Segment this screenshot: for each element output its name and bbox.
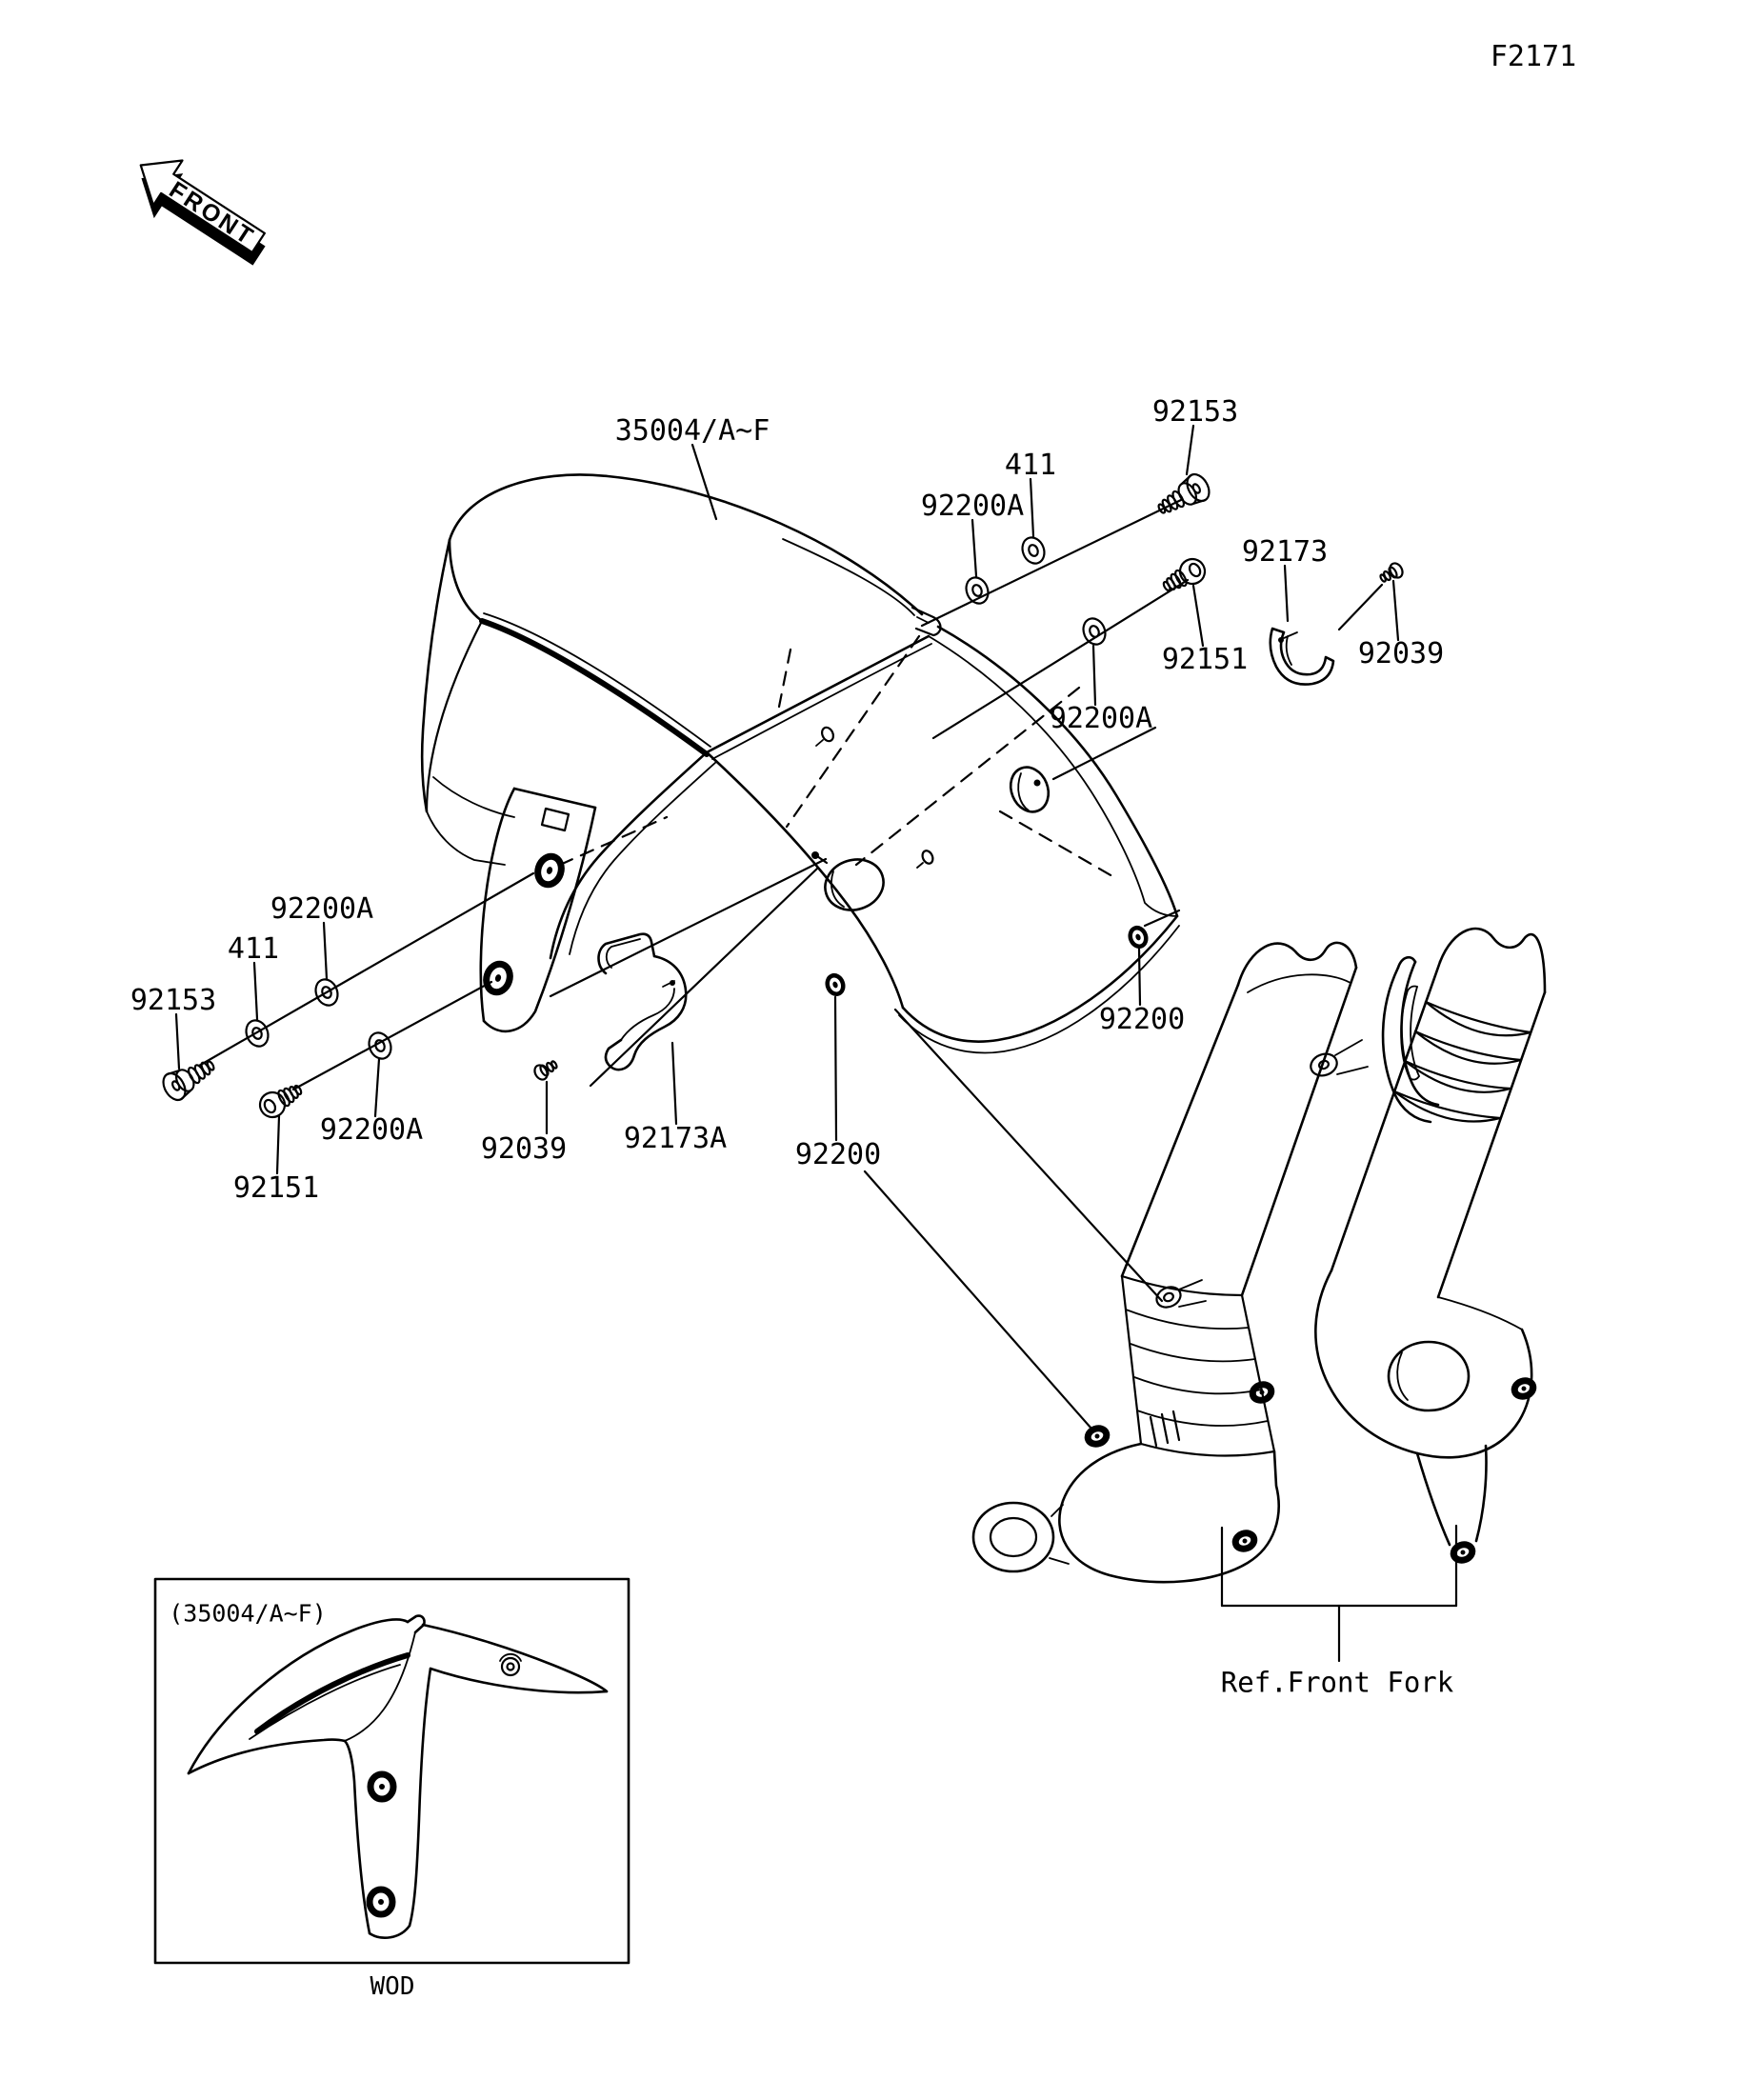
fender-bracket-arm [481,789,595,1031]
screw-92039-right-icon [1377,561,1405,586]
nut-92200-right-icon [1128,926,1149,949]
inset-box [155,1579,629,1963]
screw-92151-left-icon [255,1078,306,1122]
part-label-screw-92151-right: 92151 [1161,643,1249,676]
part-label-clamp-92173: 92173 [1241,535,1329,569]
fender-right-grommet [1004,762,1054,818]
bracket-grommet-upper [534,853,565,888]
part-label-washer-411-left: 411 [227,932,280,966]
leader-lines [176,426,1398,1173]
part-label-screw-92039-mid: 92039 [480,1132,568,1166]
clamp-92173-drawing [1271,629,1333,685]
screw-92151-right-icon [1158,554,1209,598]
part-label-screw-92151-left: 92151 [232,1171,320,1205]
part-label-washer-92200a-left: 92200A [270,892,374,926]
part-label-nut-92200-mid: 92200 [794,1138,882,1171]
part-label-washer-92200a-mid: 92200A [1049,702,1153,735]
part-label-nut-92200-right: 92200 [1098,1003,1186,1036]
nut-92200-mid-icon [825,973,846,996]
figure-code: F2171 [1490,40,1577,73]
part-label-washer-92200a-left-low: 92200A [319,1113,424,1147]
front-direction-arrow [121,143,280,277]
part-label-bolt-92153-left: 92153 [130,984,217,1017]
front-arrow-label: FRONT [164,176,260,251]
inset-fender-side-view [189,1616,607,1938]
part-label-washer-92200a-top: 92200A [920,490,1025,523]
front-fork-drawing [973,929,1545,1582]
part-label-washer-411-top: 411 [1004,449,1057,482]
washer-92200a-left-low-icon [366,1030,395,1062]
hidden-dashed-lines [560,636,1112,876]
bolt-92153-top-icon [1152,470,1213,522]
washer-411-top-icon [1019,534,1049,567]
front-fender-drawing [422,474,1179,1052]
bracket-grommet-lower [483,961,513,995]
screw-92039-mid-icon [532,1057,560,1082]
part-label-bolt-92153-top: 92153 [1151,395,1239,429]
assembly-axis-lines [199,500,1382,1429]
inset-caption: WOD [370,1972,415,2001]
ref-front-fork-caption: Ref.Front Fork [1220,1666,1454,1699]
part-label-clamp-92173a: 92173A [623,1122,728,1155]
part-label-screw-92039-right: 92039 [1357,637,1445,670]
ref-front-fork-bracket [1222,1526,1456,1661]
part-label-fender: 35004/A~F [614,414,770,448]
fasteners [159,470,1405,1122]
inset-part-label: (35004/A~F) [169,1599,327,1628]
washer-92200a-top-icon [963,574,992,607]
